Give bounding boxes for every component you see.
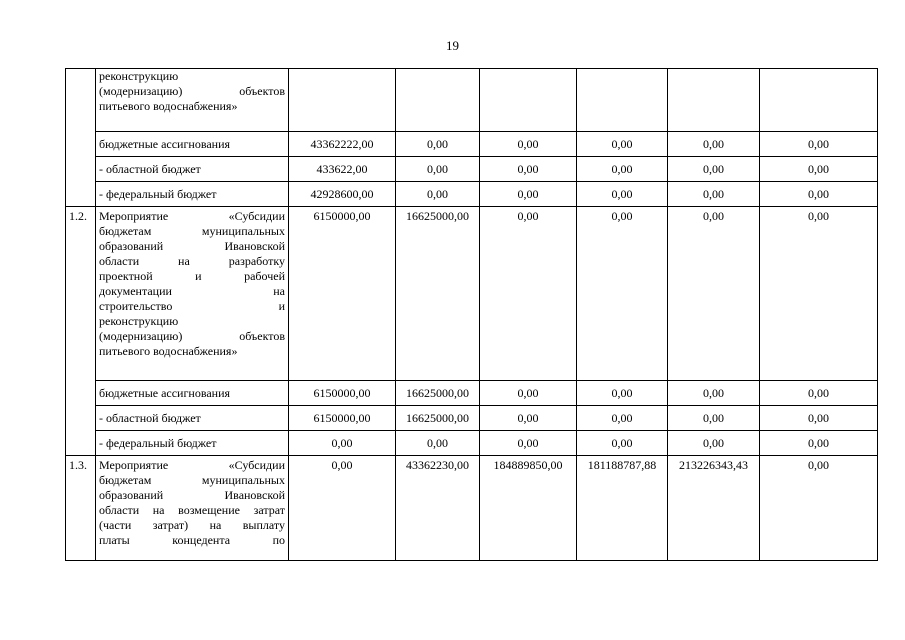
- value-cell: 0,00: [577, 406, 668, 431]
- value-cell: 0,00: [760, 157, 878, 182]
- value-cell: 0,00: [668, 406, 760, 431]
- value-cell: 0,00: [668, 207, 760, 381]
- value-cell: 184889850,00: [480, 456, 577, 561]
- value-cell: 0,00: [577, 207, 668, 381]
- row-label: - федеральный бюджет: [96, 431, 289, 456]
- table-row: [66, 182, 878, 207]
- value-cell: [480, 69, 577, 132]
- table-row: [66, 431, 878, 456]
- value-cell: 6150000,00: [289, 207, 396, 381]
- name-line: (модернизацию) объектов: [99, 329, 285, 343]
- name-line: документации на: [99, 284, 285, 298]
- item-number-cell: [66, 69, 96, 207]
- value-cell: 0,00: [760, 132, 878, 157]
- value-cell: 6150000,00: [289, 406, 396, 431]
- name-line: (части затрат) на выплату: [99, 518, 285, 532]
- value-cell: [289, 69, 396, 132]
- budget-table: [65, 68, 878, 561]
- value-cell: 0,00: [480, 207, 577, 381]
- value-cell: 0,00: [668, 132, 760, 157]
- table-row: [66, 207, 878, 381]
- name-line: области на разработку: [99, 254, 285, 268]
- item-name-cell: [96, 69, 289, 132]
- value-cell: 43362222,00: [289, 132, 396, 157]
- name-line: бюджетам муниципальных: [99, 473, 285, 487]
- table-row: [66, 132, 878, 157]
- value-cell: [396, 69, 480, 132]
- value-cell: 0,00: [668, 182, 760, 207]
- value-cell: 0,00: [760, 207, 878, 381]
- name-line: питьевого водоснабжения»: [99, 344, 238, 358]
- table-row: [66, 69, 878, 132]
- name-line: образований Ивановской: [99, 488, 285, 502]
- value-cell: 0,00: [289, 431, 396, 456]
- value-cell: 16625000,00: [396, 381, 480, 406]
- row-label: - областной бюджет: [96, 157, 289, 182]
- value-cell: 16625000,00: [396, 406, 480, 431]
- value-cell: 0,00: [396, 431, 480, 456]
- value-cell: [668, 69, 760, 132]
- value-cell: 181188787,88: [577, 456, 668, 561]
- name-line: области на возмещение затрат: [99, 503, 285, 517]
- page-number: 19: [446, 38, 459, 53]
- value-cell: 0,00: [577, 157, 668, 182]
- name-line: питьевого водоснабжения»: [99, 99, 238, 113]
- value-cell: 0,00: [396, 182, 480, 207]
- value-cell: 16625000,00: [396, 207, 480, 381]
- table-row: [66, 157, 878, 182]
- name-line: Мероприятие «Субсидии: [99, 458, 285, 472]
- value-cell: 43362230,00: [396, 456, 480, 561]
- value-cell: 0,00: [577, 182, 668, 207]
- row-label: бюджетные ассигнования: [96, 381, 289, 406]
- value-cell: 0,00: [289, 456, 396, 561]
- name-line: бюджетам муниципальных: [99, 224, 285, 238]
- item-name-cell: [96, 207, 289, 381]
- value-cell: 0,00: [480, 431, 577, 456]
- item-number-cell: 1.3.: [66, 456, 96, 561]
- value-cell: 0,00: [760, 406, 878, 431]
- name-line: проектной и рабочей: [99, 269, 285, 283]
- row-label: - федеральный бюджет: [96, 182, 289, 207]
- value-cell: 0,00: [480, 381, 577, 406]
- value-cell: 0,00: [760, 456, 878, 561]
- name-line: реконструкцию: [99, 69, 179, 83]
- table-row: [66, 406, 878, 431]
- value-cell: 0,00: [760, 381, 878, 406]
- value-cell: 433622,00: [289, 157, 396, 182]
- row-label: - областной бюджет: [96, 406, 289, 431]
- value-cell: 42928600,00: [289, 182, 396, 207]
- name-line: строительство и: [99, 299, 285, 313]
- name-line: образований Ивановской: [99, 239, 285, 253]
- item-name-cell: [96, 456, 289, 561]
- value-cell: [577, 69, 668, 132]
- table-row: [66, 381, 878, 406]
- name-line: реконструкцию: [99, 314, 179, 328]
- value-cell: 0,00: [760, 182, 878, 207]
- value-cell: 0,00: [577, 381, 668, 406]
- value-cell: 0,00: [577, 431, 668, 456]
- value-cell: 0,00: [396, 132, 480, 157]
- value-cell: 0,00: [396, 157, 480, 182]
- row-label: бюджетные ассигнования: [96, 132, 289, 157]
- value-cell: 0,00: [480, 406, 577, 431]
- name-line: платы концедента по: [99, 533, 285, 547]
- value-cell: 0,00: [577, 132, 668, 157]
- value-cell: 0,00: [480, 182, 577, 207]
- value-cell: 0,00: [480, 132, 577, 157]
- name-line: (модернизацию) объектов: [99, 84, 285, 98]
- value-cell: 6150000,00: [289, 381, 396, 406]
- item-number-cell: 1.2.: [66, 207, 96, 456]
- table-row: [66, 456, 878, 561]
- value-cell: 0,00: [480, 157, 577, 182]
- value-cell: 0,00: [668, 431, 760, 456]
- value-cell: [760, 69, 878, 132]
- value-cell: 213226343,43: [668, 456, 760, 561]
- value-cell: 0,00: [668, 157, 760, 182]
- value-cell: 0,00: [760, 431, 878, 456]
- name-line: Мероприятие «Субсидии: [99, 209, 285, 223]
- value-cell: 0,00: [668, 381, 760, 406]
